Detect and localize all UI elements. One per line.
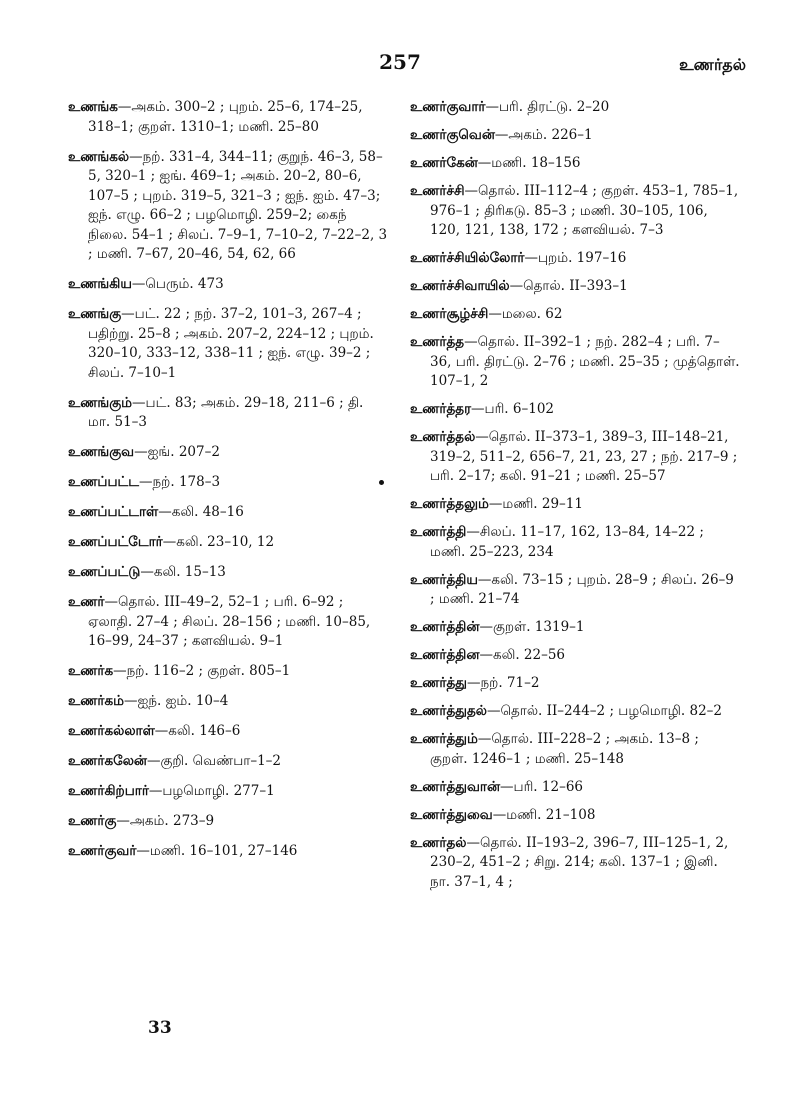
entry-headword: உணர்கம்: [68, 693, 124, 709]
entry-references: மணி. 18–156: [491, 155, 581, 171]
entry-references: அகம். 273–9: [129, 813, 215, 829]
entry-headword: உணப்பட்ட: [68, 474, 140, 490]
entry-dash: —: [477, 571, 492, 588]
index-entry: [68, 503, 388, 523]
entry-headword: உணங்க: [68, 99, 118, 115]
entry-headword: உணர்த்திய: [410, 571, 478, 588]
index-entry: [68, 98, 388, 137]
entry-references: நற். 178–3: [152, 474, 221, 490]
entry-headword: உணர்கலேன்: [68, 753, 147, 769]
entry-references: தொல். II–392–1 ; நற். 282–4 ; பரி. 7–36, பரி. திரட்டு. 2–76 ; மணி. 25–35 ; முத்தொள். 107–1, 2: [430, 334, 740, 389]
entry-headword: உணர்ச்சி: [410, 183, 465, 199]
entry-headword: உணர்த்த: [410, 334, 465, 350]
index-entry: [68, 305, 388, 383]
entry-references: மணி. 21–108: [506, 806, 596, 823]
print-speck: [379, 480, 384, 485]
entry-headword: உணர்த்தர: [410, 401, 472, 417]
entry-dash: —: [162, 534, 177, 550]
entry-dash: —: [509, 278, 524, 294]
index-entry: [410, 571, 740, 610]
entry-dash: —: [134, 444, 148, 460]
entry-dash: —: [477, 155, 492, 171]
index-entry: [410, 495, 740, 515]
entry-dash: —: [464, 334, 478, 350]
entry-dash: —: [488, 306, 502, 322]
signature-mark: 33: [148, 1018, 172, 1038]
index-entry: [410, 806, 740, 826]
index-entry: [410, 98, 740, 118]
entry-references: நற். 331–4, 344–11; குறுந். 46–3, 58–5, 320–1 ; ஐங். 469–1; அகம். 20–2, 80–6, 107–5 ; புறம். 319–5, 321–3 ; ஐந். ஐம். 47–3; ஐந். எழு. 66–2 ; பழமொழி. 259–2; கைந் நிலை. 54–1 ; சிலப். 7–9–1, 7–10–2, 7–22–2, 3 ; மணி. 7–67, 20–46, 54, 62, 66: [88, 148, 388, 262]
entry-references: புறம். 197–16: [538, 250, 627, 266]
entry-headword: உணர்: [68, 594, 105, 610]
entry-references: மணி. 29–11: [502, 496, 583, 512]
index-entry: [410, 702, 740, 722]
entry-headword: உணர்கல்லாள்: [68, 723, 155, 739]
entry-references: தொல். II–193–2, 396–7, III–125–1, 2, 230–2, 451–2 ; சிறு. 214; கலி. 137–1 ; இனி. நா. 37–1, 4 ;: [430, 834, 729, 890]
index-entry: [68, 722, 388, 742]
index-entry: [68, 473, 388, 493]
entry-references: அகம். 300–2 ; புறம். 25–6, 174–25, 318–1; குறள். 1310–1; மணி. 25–80: [88, 99, 363, 135]
entry-references: தொல். II–373–1, 389–3, III–148–21, 319–2, 511–2, 656–7, 21, 23, 27 ; நற். 217–9 ; பரி. 2–17; கலி. 91–21 ; மணி. 25–57: [430, 429, 738, 484]
entry-headword: உணர்த்தி: [410, 524, 467, 540]
index-entry: [410, 126, 740, 146]
entry-references: தொல். III–112–4 ; குறள். 453–1, 785–1, 976–1 ; திரிகடு. 85–3 ; மணி. 30–105, 106, 120, 121, 138, 172 ; களவியல். 7–3: [430, 183, 739, 238]
entry-dash: —: [132, 394, 146, 411]
index-entry: [410, 646, 740, 666]
entry-headword: உணர்க: [68, 663, 114, 679]
entry-dash: —: [466, 675, 481, 691]
entry-references: கலி. 48–16: [171, 504, 244, 520]
entry-headword: உணங்கல்: [68, 148, 130, 165]
index-entry: [68, 692, 388, 712]
entry-references: சிலப். 11–17, 162, 13–84, 14–22 ; மணி. 25–223, 234: [430, 524, 704, 560]
index-entry: [68, 662, 388, 682]
entry-headword: உணர்த்தின: [410, 647, 480, 663]
entry-dash: —: [477, 731, 492, 747]
entry-dash: —: [471, 401, 485, 417]
entry-dash: —: [123, 693, 138, 709]
entry-references: தொல். II–244–2 ; பழமொழி. 82–2: [500, 703, 723, 719]
entry-dash: —: [147, 753, 161, 769]
entry-headword: உணர்த்தும்: [410, 731, 478, 747]
running-head: உணர்தல்: [679, 55, 746, 74]
entry-headword: உணர்குவர்: [68, 843, 137, 859]
entry-headword: உணர்குவென்: [410, 127, 495, 143]
entry-dash: —: [479, 647, 493, 663]
entry-headword: உணர்த்தின்: [410, 619, 480, 635]
index-entry: [68, 782, 388, 802]
entry-references: பெரும். 473: [145, 276, 224, 292]
index-entry: [410, 778, 740, 798]
entry-dash: —: [486, 703, 501, 719]
entry-dash: —: [117, 99, 132, 115]
index-entry: [410, 305, 740, 325]
entry-headword: உணர்கிற்பார்: [68, 783, 149, 799]
left-column: [68, 98, 388, 872]
entry-headword: உணர்த்தலும்: [410, 496, 489, 512]
index-entry: [68, 563, 388, 583]
index-entry: [410, 400, 740, 420]
index-entry: [68, 533, 388, 553]
index-entry: [68, 394, 388, 433]
entry-headword: உணர்த்துவான்: [410, 778, 501, 795]
entry-references: பரி. திரட்டு. 2–20: [498, 99, 610, 115]
entry-references: தொல். II–393–1: [523, 278, 628, 294]
right-column: [410, 98, 740, 901]
entry-references: பட். 22 ; நற். 37–2, 101–3, 267–4 ; பதிற்று. 25–8 ; அகம். 207–2, 224–12 ; புறம். 320–10, 333–12, 338–11 ; ஐந். எழு. 39–2 ; சிலப். 7–10–1: [88, 306, 374, 381]
entry-headword: உணங்குவ: [68, 444, 135, 460]
entry-dash: —: [131, 276, 146, 292]
index-entry: [410, 618, 740, 638]
entry-dash: —: [494, 127, 509, 143]
entry-references: மணி. 16–101, 27–146: [149, 843, 298, 859]
entry-references: குறள். 1319–1: [492, 619, 585, 635]
index-entry: [68, 842, 388, 862]
entry-dash: —: [475, 429, 489, 445]
entry-headword: உணப்பட்டு: [68, 564, 141, 580]
entry-references: கலி. 73–15 ; புறம். 28–9 ; சிலப். 26–9 ; மணி. 21–74: [430, 571, 734, 607]
index-entry: [68, 752, 388, 772]
entry-headword: உணர்கு: [68, 813, 117, 829]
index-entry: [410, 730, 740, 769]
entry-headword: உணங்கிய: [68, 276, 132, 292]
entry-references: ஐந். ஐம். 10–4: [137, 693, 229, 709]
entry-headword: உணப்பட்டாள்: [68, 504, 159, 520]
entry-references: கலி. 22–56: [492, 647, 566, 663]
entry-dash: —: [139, 474, 153, 490]
entry-dash: —: [129, 148, 143, 165]
entry-references: நற். 71–2: [480, 675, 540, 691]
entry-headword: உணர்கேன்: [410, 155, 478, 171]
entry-dash: —: [488, 496, 503, 512]
entry-headword: உணர்குவார்: [410, 99, 486, 115]
index-entry: [410, 834, 740, 893]
index-entry: [410, 154, 740, 174]
entry-headword: உணப்பட்டோர்: [68, 534, 163, 550]
entry-dash: —: [479, 619, 493, 635]
index-entry: [410, 428, 740, 487]
entry-references: பட். 83; அகம். 29–18, 211–6 ; தி. மா. 51–3: [88, 394, 364, 430]
index-entry: [68, 812, 388, 832]
index-entry: [68, 443, 388, 463]
entry-headword: உணங்கும்: [68, 394, 133, 411]
entry-headword: உணர்தல்: [410, 834, 467, 851]
index-entry: [68, 593, 388, 652]
entry-dash: —: [466, 834, 480, 851]
entry-dash: —: [113, 663, 127, 679]
entry-headword: உணர்ச்சிவாயில்: [410, 278, 510, 294]
entry-dash: —: [500, 778, 514, 795]
entry-dash: —: [464, 183, 479, 199]
entry-references: குறி. வெண்பா–1–2: [160, 753, 281, 769]
index-entry: [410, 523, 740, 562]
page-number: 257: [379, 50, 421, 74]
entry-headword: உணர்ச்சியில்லோர்: [410, 250, 525, 266]
index-entry: [68, 275, 388, 295]
entry-dash: —: [148, 783, 163, 799]
entry-references: தொல். III–49–2, 52–1 ; பரி. 6–92 ; ஏலாதி. 27–4 ; சிலப். 28–156 ; மணி. 10–85, 16–99, 24–37 ; களவியல். 9–1: [88, 594, 371, 649]
entry-dash: —: [136, 843, 150, 859]
entry-references: அகம். 226–1: [508, 127, 593, 143]
entry-references: கலி. 15–13: [153, 564, 226, 580]
entry-references: மலை. 62: [501, 306, 563, 322]
entry-headword: உணர்த்துதல்: [410, 703, 487, 719]
entry-dash: —: [140, 564, 154, 580]
entry-dash: —: [524, 250, 538, 266]
entry-headword: உணர்த்துவை: [410, 806, 493, 823]
entry-headword: உணர்த்து: [410, 675, 467, 691]
entry-references: கலி. 146–6: [168, 723, 241, 739]
entry-dash: —: [485, 99, 499, 115]
entry-dash: —: [492, 806, 507, 823]
index-entry: [410, 182, 740, 241]
entry-references: பரி. 12–66: [513, 778, 583, 795]
entry-references: பழமொழி. 277–1: [162, 783, 275, 799]
entry-references: கலி. 23–10, 12: [176, 534, 275, 550]
entry-references: தொல். III–228–2 ; அகம். 13–8 ; குறள். 1246–1 ; மணி. 25–148: [430, 731, 699, 767]
index-entry: [68, 148, 388, 265]
index-entry: [410, 249, 740, 269]
entry-dash: —: [116, 813, 130, 829]
entry-dash: —: [158, 504, 172, 520]
index-entry: [410, 674, 740, 694]
index-entry: [410, 277, 740, 297]
entry-references: பரி. 6–102: [484, 401, 554, 417]
entry-dash: —: [121, 306, 135, 322]
entry-dash: —: [104, 594, 118, 610]
entry-headword: உணர்சூழ்ச்சி: [410, 306, 489, 322]
index-entry: [410, 333, 740, 392]
entry-references: ஐங். 207–2: [147, 444, 220, 460]
entry-dash: —: [466, 524, 480, 540]
entry-references: நற். 116–2 ; குறள். 805–1: [126, 663, 291, 679]
entry-dash: —: [154, 723, 169, 739]
entry-headword: உணர்த்தல்: [410, 429, 476, 445]
entry-headword: உணங்கு: [68, 306, 122, 322]
